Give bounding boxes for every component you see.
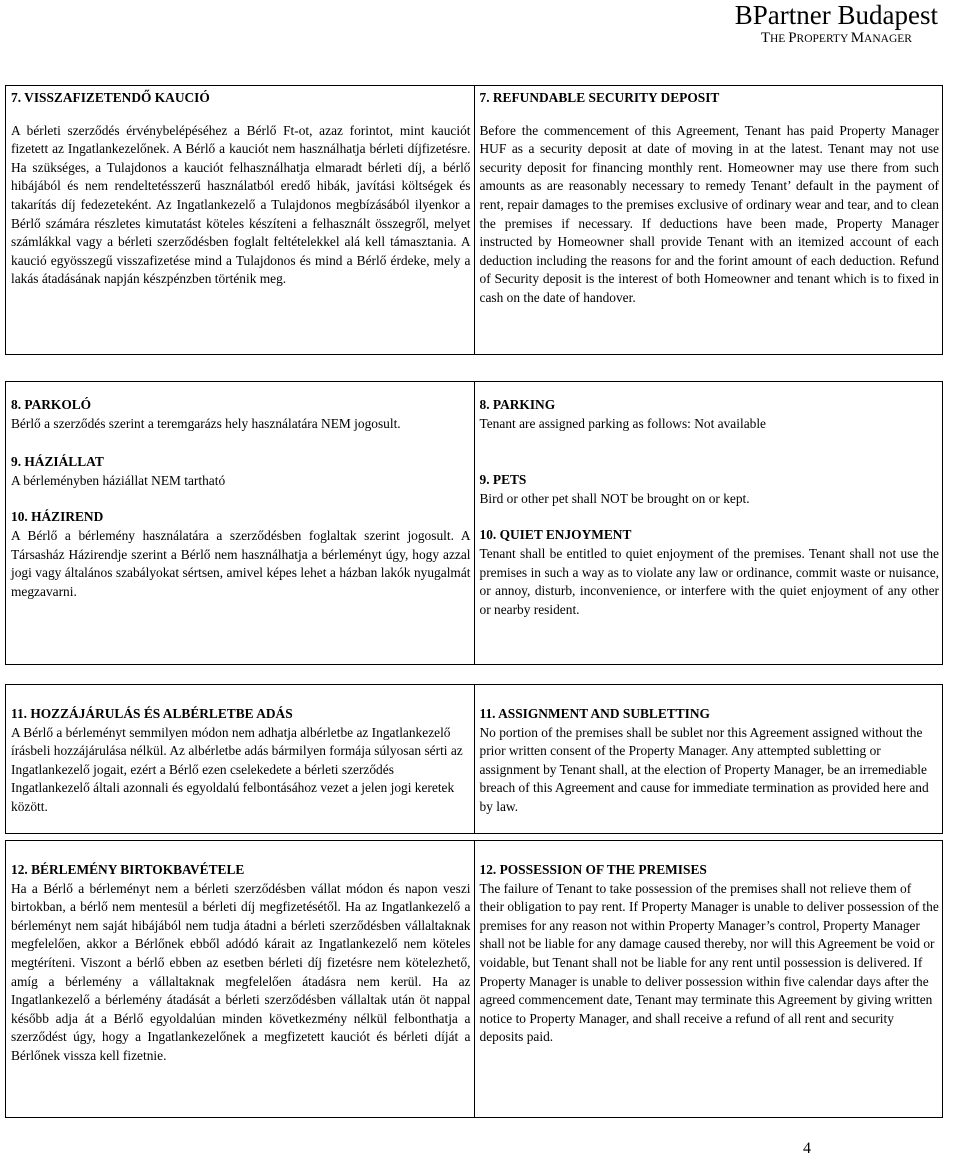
section-11-hungarian xyxy=(6,685,475,834)
section-11-hu-text: A Bérlő a bérleményt semmilyen módon nem adhatja albérletbe az Ingatlankezelő írásbeli hozzájárulása nélkül. Az albérletbe adás bármilyen formája súlyosan sérti az Ingatlankezelő jogait, ezért a Bérlő ezen cselekedete a bérleti szerződés Ingatlankezelő általi azonnali és egyoldalú felbontásához vezet a jelen jogi keretek között. xyxy=(11,724,463,814)
section-10-hu-title: 10. HÁZIREND xyxy=(11,509,104,525)
section-11-hu-title: 11. HOZZÁJÁRULÁS ÉS ALBÉRLETBE ADÁS xyxy=(11,706,293,721)
sections-8-10-hungarian xyxy=(6,382,475,665)
section-12-english xyxy=(474,841,943,1118)
section-12-en-text: The failure of Tenant to take possession of the premises shall not relieve them of their obligation to pay rent. If Property Manager is unable to deliver possession of the premises for any reason not within Property Manager’s control, Property Manager shall not be liable for any damage caused thereby, nor will this Agreement be void or voidable, but Tenant shall not be liable for any rent until possession is delivered. If Property Manager is unable to deliver possession within five calendar days after the agreed commencement date, Tenant may terminate this Agreement by giving written notice to Property Manager, and shall receive a refund of all rent and security deposits paid. xyxy=(479,880,939,1045)
section-12-en-title: 12. POSSESSION OF THE PREMISES xyxy=(479,862,707,877)
section-8-hu-title: 8. PARKOLÓ xyxy=(11,397,92,412)
section-8-hu-text: Bérlő a szerződés szerint a teremgarázs hely használatára NEM jogosult. xyxy=(11,415,401,431)
section-12-hu-title: 12. BÉRLEMÉNY BIRTOKBAVÉTELE xyxy=(11,862,245,877)
sections-8-10-table xyxy=(5,381,943,665)
section-11-table xyxy=(5,684,943,834)
section-7-table xyxy=(5,85,943,355)
section-8-en-title: 8. PARKING xyxy=(479,397,556,412)
company-subtitle: THE PROPERTY MANAGER xyxy=(760,30,912,46)
section-9-hu-title: 9. HÁZIÁLLAT xyxy=(11,454,104,470)
section-7-hungarian xyxy=(6,86,475,355)
section-7-hu-text: A bérleti szerződés érvénybelépéséhez a Bérlő Ft-ot, azaz forintot, mint kauciót fizetett az Ingatlankezelőnek. A Bérlő a kauciót nem használhatja bérleti díjfizetésre. Ha szükséges, a Tulajdonos a kauciót felhasználhatja elmaradt bérleti díj, a bérlő hibájából és nem rendeltetésszerű használatból eredő hibák, javítási költségek és takarítás díj fedezeteként. Az Ingatlankezelő a Tulajdonos megbízásából ilyenkor a Bérlő számára részletes kimutatást köteles készíteni a felhasznált összegről, melyet számlákkal vagy a bérleti szerződésben foglalt feltételekkel alá kell támasztania. A kaució egyösszegű visszafizetése mind a Tulajdonos és mind a Bérlő érdeke, mely a lakás átadásának napján készpénzben történik meg. xyxy=(11,122,471,287)
section-10-hu-text: A Bérlő a bérlemény használatára a szerződésben foglaltak szerint jogosult. A Társasház Házirendje szerint a Bérlő nem használhatja a bérleményt úgy, hogy azzal jogi vagy általános szabályokat sértsen, amivel képes lehet a házban lakók nyugalmát megzavarni. xyxy=(11,527,471,599)
section-12-table xyxy=(5,840,943,1118)
section-11-en-title: 11. ASSIGNMENT AND SUBLETTING xyxy=(479,706,710,721)
section-11-en-text: No portion of the premises shall be sublet nor this Agreement assigned without the prior written consent of the Property Manager. Any attempted subletting or assignment by Tenant shall, at the election of Property Manager, be an irremediable breach of this Agreement and cause for immediate termination as provided here and by law. xyxy=(479,724,929,814)
section-9-en-title: 9. PETS xyxy=(479,472,527,488)
section-7-english xyxy=(474,86,943,355)
sections-8-10-english xyxy=(474,382,943,665)
section-12-hungarian xyxy=(6,841,475,1118)
section-9-hu-text: A bérleményben háziállat NEM tartható xyxy=(11,472,226,488)
section-9-en-text: Bird or other pet shall NOT be brought on or kept. xyxy=(479,490,750,506)
company-name: BPartner Budapest xyxy=(734,0,938,30)
section-10-en-text: Tenant shall be entitled to quiet enjoyment of the premises. Tenant shall not use the premises in such a way as to violate any law or ordinance, commit waste or nuisance, or annoy, disturb, inconvenience, or interfere with the quiet enjoyment of any other or nearby resident. xyxy=(479,545,939,617)
section-7-en-title: 7. REFUNDABLE SECURITY DEPOSIT xyxy=(479,90,720,105)
section-8-en-text: Tenant are assigned parking as follows: Not available xyxy=(479,415,766,431)
page-number: 4 xyxy=(803,1140,811,1157)
section-10-en-title: 10. QUIET ENJOYMENT xyxy=(479,527,632,543)
section-7-en-text: Before the commencement of this Agreement, Tenant has paid Property Manager HUF as a security deposit at date of moving in at the latest. Tenant may not use security deposit for financing monthly rent. Homeowner may use there from such amounts as are reasonably necessary to remedy Tenant’ default in the payment of rent, repair damages to the premises exclusive of ordinary wear and tear, and to clean the premises if necessary. If deductions have been made, Property Manager instructed by Homeowner shall provide Tenant with an itemized account of each deduction including the reasons for and the forint amount of each deduction. Refund of Security deposit is the interest of both Homeowner and tenant which is to fixed in cash on the date of handover. xyxy=(479,122,939,305)
letterhead xyxy=(735,0,938,47)
section-11-english xyxy=(474,685,943,834)
section-7-hu-title: 7. VISSZAFIZETENDŐ KAUCIÓ xyxy=(11,90,210,105)
section-12-hu-text: Ha a Bérlő a bérleményt nem a bérleti szerződésben vállat módon és napon veszi birtokban, a bérlő nem mentesül a bérleti díj megfizetésétől. Ha az Ingatlankezelő a bérleményt nem saját hibájából nem tudja átadni a bérleti szerződésben vállaltaknak megfelelően, akkor a Bérlőnek ebből adódó kárait az Ingatlankezelő nem köteles megtéríteni. Viszont a bérlő ebben az esetben bérleti díj fizetésre nem kötelezhető, amíg a bérlemény a vállaltaknak megfelelően átadásra nem kerül. Ha az Ingatlankezelő a bérlemény átadását a bérleti szerződésben vállaltak után öt nappal később adja át a Bérlő egyoldalúan minden következmény nélkül felbonthatja a szerződést úgy, hogy a Ingatlankezelőnek a megfizetett kauciót és bérleti díját a Bérlőnek vissza kell fizetnie. xyxy=(11,880,471,1063)
